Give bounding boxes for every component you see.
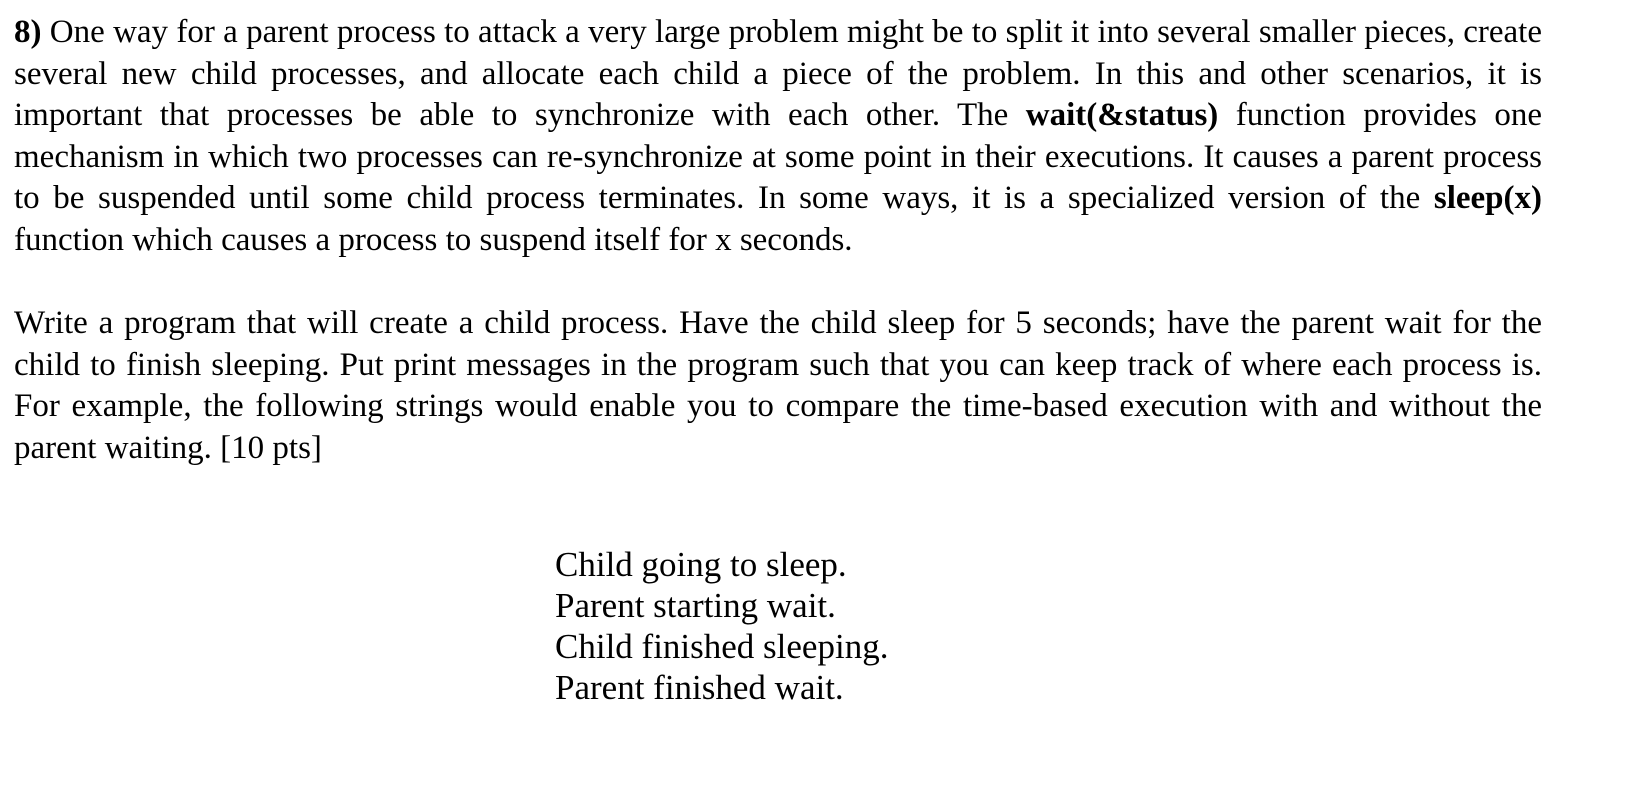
sleep-function-name: sleep(x) (1433, 180, 1542, 216)
paragraph-1-text-a: One way for a parent process to attack a very large problem might be to split it into several smaller pieces, create several new child processes, and allocate each child a piece of the problem. In this and other scenarios, it is important that processes be able to synchronize with each other. The (14, 14, 1542, 133)
example-output-block (555, 544, 888, 708)
question-block (14, 12, 1542, 469)
example-output-line: Parent finished wait. (555, 668, 844, 707)
example-output-line: Parent starting wait. (555, 586, 836, 625)
question-number: 8) (14, 14, 42, 50)
paragraph-1-text-b: function provides one mechanism in which two processes can re-synchronize at some point in their executions. It causes a parent process to be suspended until some child process terminates. In some ways, it is a specialized version of the (14, 97, 1542, 216)
question-paragraph-2: Write a program that will create a child process. Have the child sleep for 5 seconds; have the parent wait for the child to finish sleeping. Put print messages in the program such that you can keep track of where each process is. For example, the following strings would enable you to compare the time-based execution with and without the parent waiting. [10 pts] (14, 305, 1542, 466)
example-output-line: Child finished sleeping. (555, 627, 889, 666)
example-output-line: Child going to sleep. (555, 545, 847, 584)
question-paragraph-1 (14, 12, 1542, 261)
wait-function-name: wait(&status) (1025, 97, 1219, 133)
paragraph-1-text-c: function which causes a process to suspend itself for x seconds. (14, 221, 853, 258)
